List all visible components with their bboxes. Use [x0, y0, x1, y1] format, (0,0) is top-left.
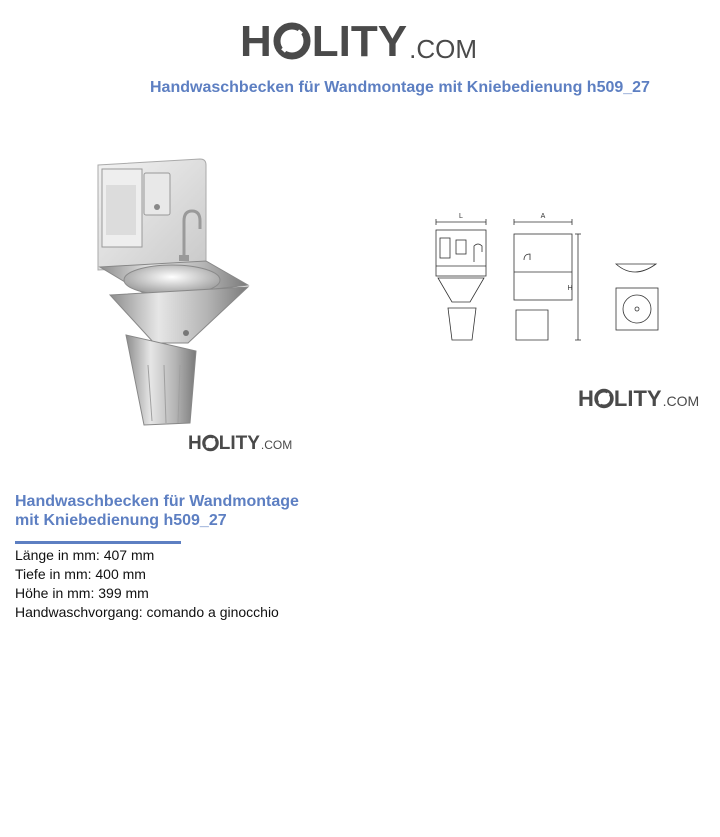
spec-value: 399 mm [98, 585, 149, 601]
spec-label: Tiefe in mm: [15, 566, 92, 582]
spec-value: 400 mm [95, 566, 146, 582]
logo-letter-h: H [578, 386, 594, 411]
spec-row-depth [15, 565, 279, 584]
title-divider [15, 541, 181, 544]
logo-o-mark-icon [273, 21, 311, 61]
spec-row-operation [15, 603, 279, 622]
logo-o-mark-icon [202, 434, 219, 452]
spec-list [15, 546, 279, 622]
logo-letter-h: H [240, 17, 272, 66]
logo-suffix: .COM [662, 393, 700, 409]
brand-logo-small-photo [188, 434, 292, 453]
logo-letters-lity: LITY [613, 386, 662, 411]
logo-letter-h: H [188, 433, 202, 454]
logo-o-mark-icon [594, 388, 614, 409]
spec-value: comando a ginocchio [146, 604, 279, 620]
technical-drawing [432, 212, 668, 344]
spec-row-height [15, 584, 279, 603]
logo-suffix: .COM [409, 34, 477, 64]
spec-label: Höhe in mm: [15, 585, 95, 601]
product-title [15, 492, 315, 530]
spec-label: Handwaschvorgang: [15, 604, 143, 620]
product-title-line-2: mit Kniebedienung h509_27 [15, 512, 227, 529]
logo-suffix: .COM [260, 438, 293, 452]
product-photo [88, 155, 258, 437]
logo-letters-lity: LITY [311, 17, 408, 66]
logo-letters-lity: LITY [218, 433, 260, 454]
dimension-label-depth: A [540, 213, 546, 220]
spec-row-length [15, 546, 279, 565]
brand-logo[interactable] [240, 14, 477, 64]
spec-value: 407 mm [103, 547, 155, 563]
dimension-label-width: L [459, 213, 463, 220]
page-title: Handwaschbecken für Wandmontage mit Kniebedienung h509_27 [150, 79, 650, 96]
product-title-line-1: Handwaschbecken für Wandmontage [15, 493, 299, 510]
brand-logo-small-drawing [578, 388, 699, 410]
spec-label: Länge in mm: [15, 547, 100, 563]
dimension-label-height: H [567, 285, 573, 292]
